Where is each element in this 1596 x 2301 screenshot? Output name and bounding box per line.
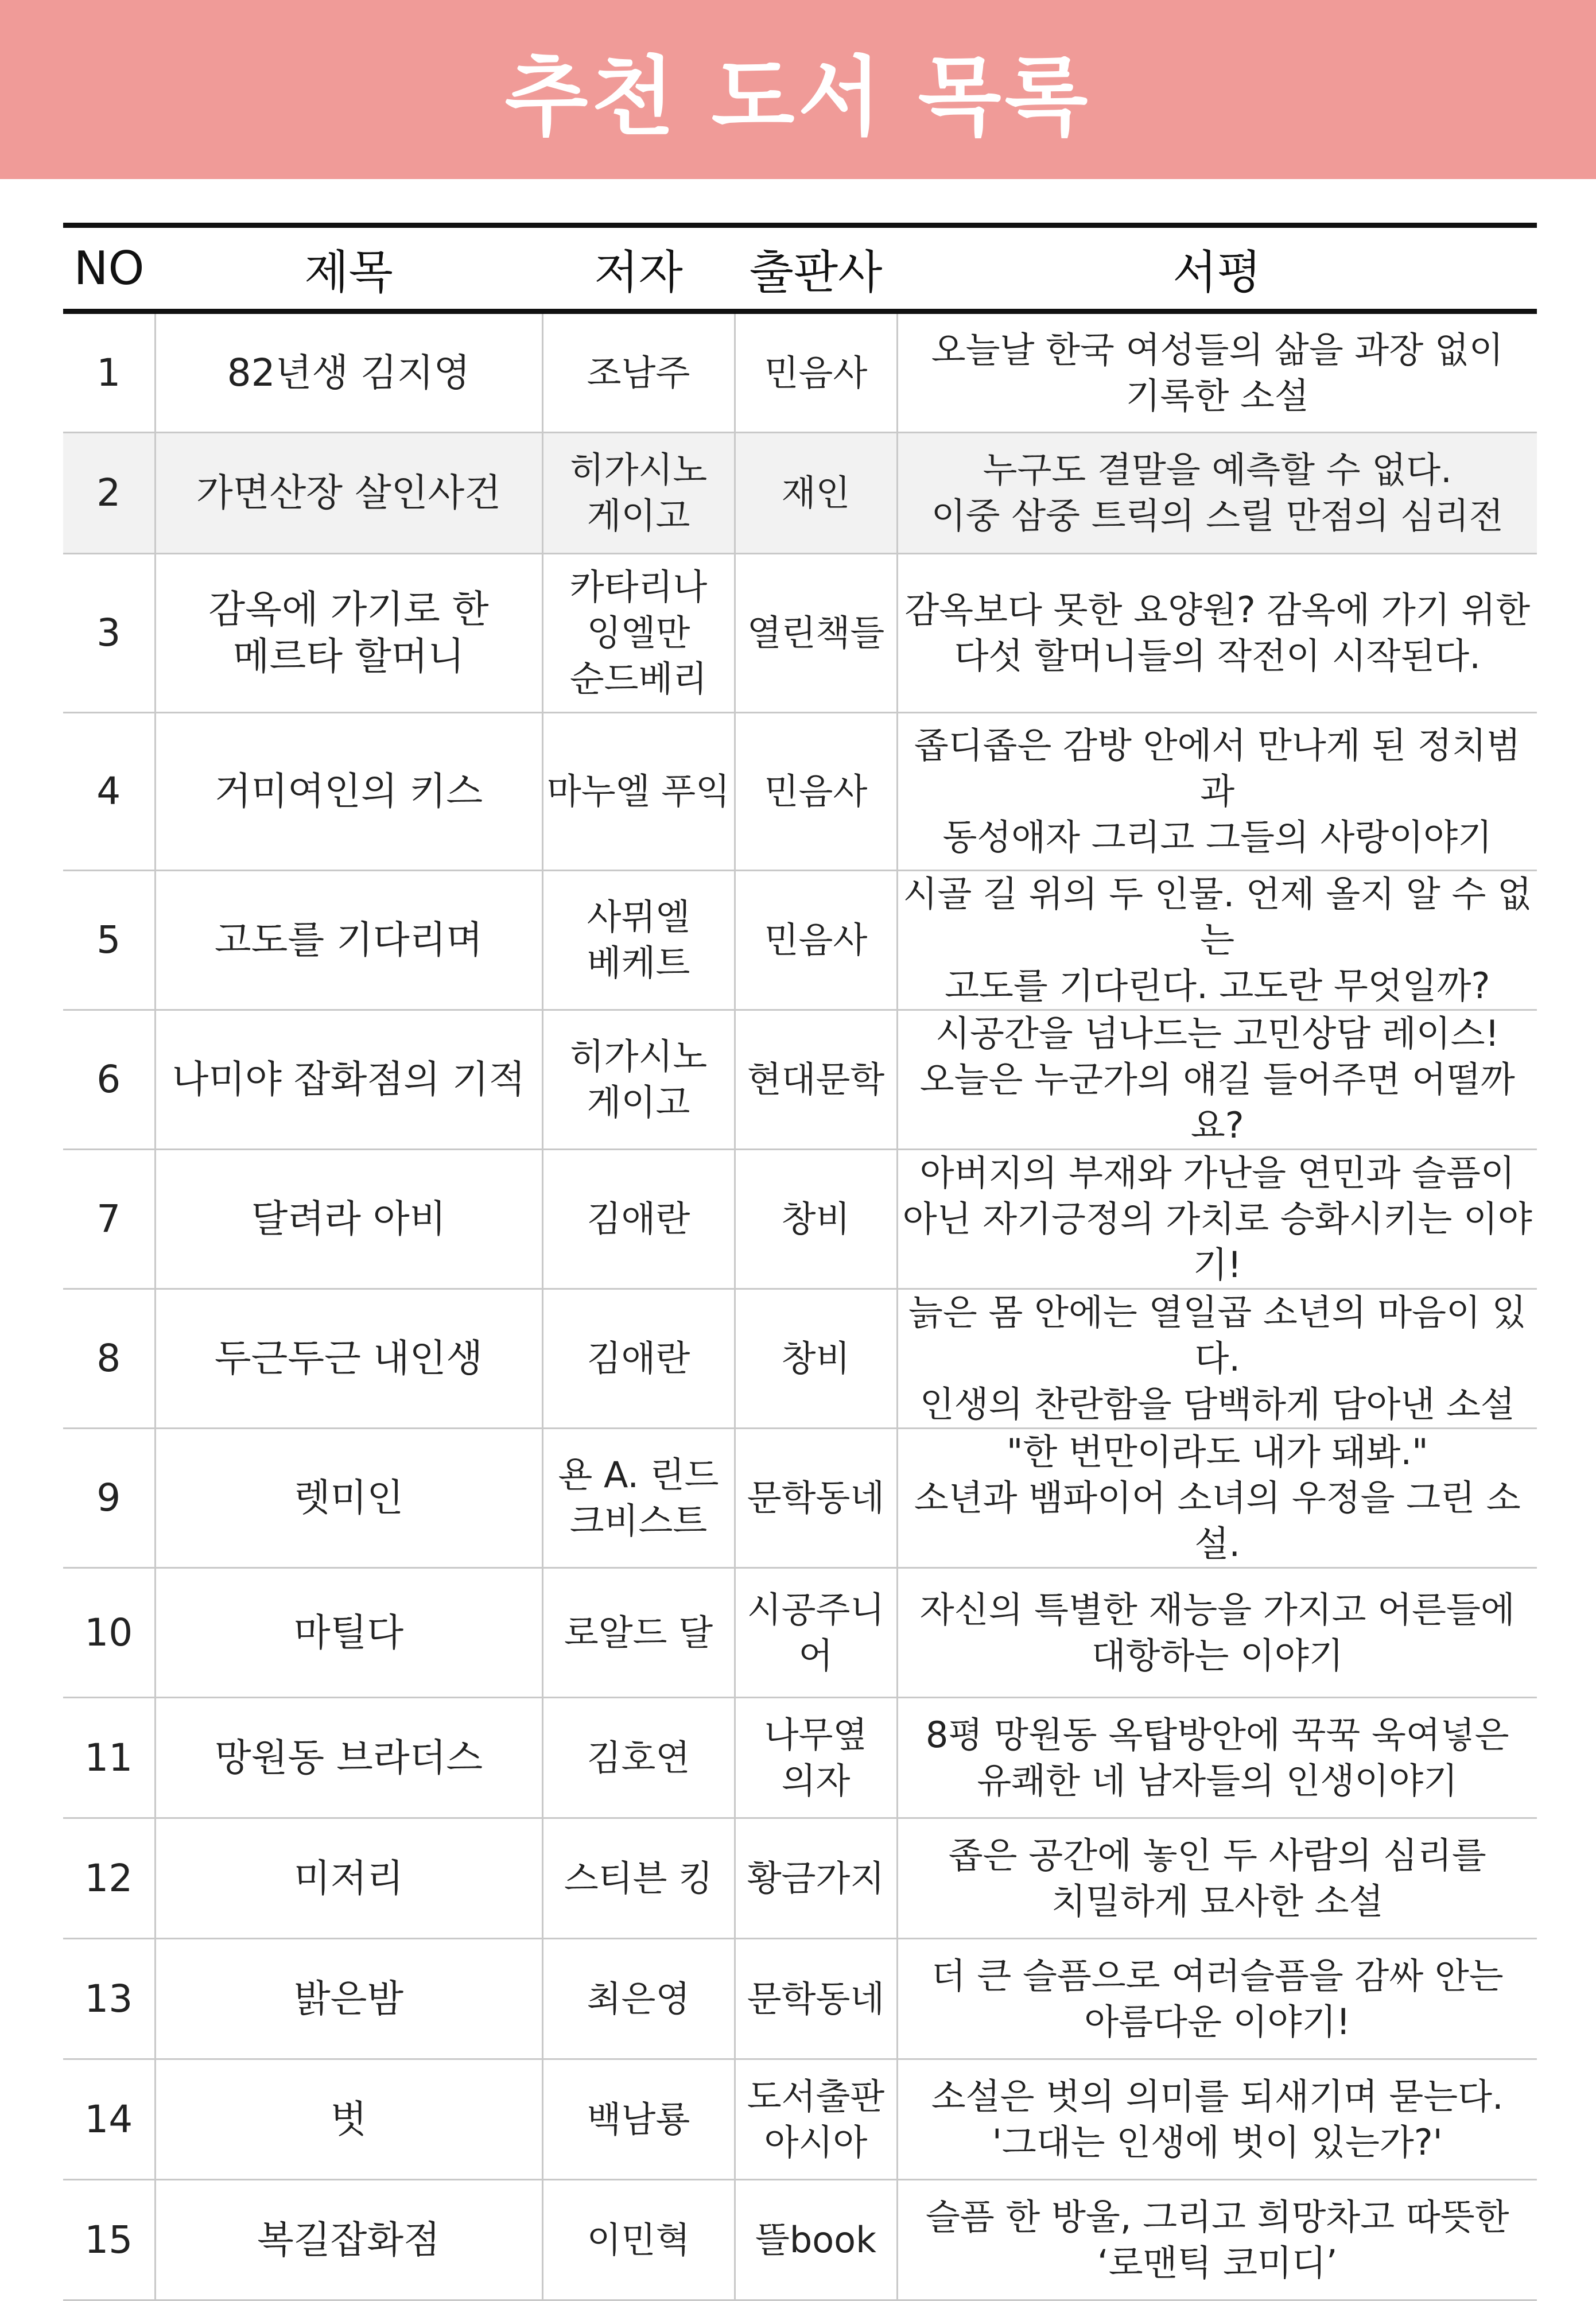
table-row	[63, 1289, 1537, 1429]
book-review: 아버지의 부재와 가난을 연민과 슬픔이 아닌 자기긍정의 가치로 승화시키는 이야기!	[897, 1150, 1537, 1289]
book-review: 누구도 결말을 예측할 수 없다. 이중 삼중 트릭의 스릴 만점의 심리전	[897, 433, 1537, 554]
book-review: "한 번만이라도 내가 돼봐." 소년과 뱀파이어 소녀의 우정을 그린 소설.	[897, 1429, 1537, 1568]
book-no: 1	[63, 312, 155, 433]
book-review: 슬픔 한 방울, 그리고 희망차고 따뜻한 ‘로맨틱 코미디’	[897, 2180, 1537, 2300]
table-row	[63, 1010, 1537, 1150]
table-row	[63, 312, 1537, 433]
book-publisher: 현대문학	[735, 1010, 897, 1150]
book-no: 11	[63, 1698, 155, 1818]
book-no: 15	[63, 2180, 155, 2300]
book-review: 자신의 특별한 재능을 가지고 어른들에 대항하는 이야기	[897, 1568, 1537, 1698]
table-row	[63, 2059, 1537, 2180]
book-publisher: 도서출판 아시아	[735, 2059, 897, 2180]
book-author: 로알드 달	[542, 1568, 735, 1698]
book-publisher: 재인	[735, 433, 897, 554]
page-title: 추천 도서 목록	[504, 48, 1092, 148]
book-publisher: 열린책들	[735, 554, 897, 713]
book-author: 이민혁	[542, 2180, 735, 2300]
book-title: 벗	[155, 2059, 542, 2180]
table-header-row	[63, 226, 1537, 312]
book-publisher: 뜰book	[735, 2180, 897, 2300]
table-row	[63, 554, 1537, 713]
book-publisher: 시공주니어	[735, 1568, 897, 1698]
book-author: 히가시노 게이고	[542, 433, 735, 554]
book-no: 4	[63, 713, 155, 871]
header-no: NO	[63, 226, 155, 312]
book-author: 욘 A. 린드 크비스트	[542, 1429, 735, 1568]
book-review: 좁은 공간에 놓인 두 사람의 심리를 치밀하게 묘사한 소설	[897, 1818, 1537, 1939]
title-banner	[0, 0, 1596, 179]
table-row	[63, 1568, 1537, 1698]
book-author: 스티븐 킹	[542, 1818, 735, 1939]
book-title: 복길잡화점	[155, 2180, 542, 2300]
book-publisher: 문학동네	[735, 1939, 897, 2059]
header-author: 저자	[542, 226, 735, 312]
book-title: 마틸다	[155, 1568, 542, 1698]
table-row	[63, 1150, 1537, 1289]
book-publisher: 민음사	[735, 871, 897, 1010]
book-publisher: 나무옆 의자	[735, 1698, 897, 1818]
book-author: 사뮈엘 베케트	[542, 871, 735, 1010]
book-publisher: 민음사	[735, 312, 897, 433]
book-title: 두근두근 내인생	[155, 1289, 542, 1429]
book-author: 백남룡	[542, 2059, 735, 2180]
book-title: 렛미인	[155, 1429, 542, 1568]
book-no: 12	[63, 1818, 155, 1939]
book-publisher: 민음사	[735, 713, 897, 871]
table-row	[63, 871, 1537, 1010]
book-table	[63, 223, 1537, 2301]
book-review: 소설은 벗의 의미를 되새기며 묻는다. '그대는 인생에 벗이 있는가?'	[897, 2059, 1537, 2180]
book-review: 시골 길 위의 두 인물. 언제 올지 알 수 없는 고도를 기다린다. 고도란 무엇일까?	[897, 871, 1537, 1010]
table-row	[63, 713, 1537, 871]
book-no: 14	[63, 2059, 155, 2180]
book-no: 2	[63, 433, 155, 554]
book-title: 거미여인의 키스	[155, 713, 542, 871]
book-review: 오늘날 한국 여성들의 삶을 과장 없이 기록한 소설	[897, 312, 1537, 433]
book-no: 6	[63, 1010, 155, 1150]
book-no: 3	[63, 554, 155, 713]
book-title: 밝은밤	[155, 1939, 542, 2059]
table-row	[63, 2180, 1537, 2300]
header-review: 서평	[897, 226, 1537, 312]
table-row	[63, 1429, 1537, 1568]
table-row	[63, 433, 1537, 554]
book-publisher: 창비	[735, 1289, 897, 1429]
book-author: 최은영	[542, 1939, 735, 2059]
book-no: 10	[63, 1568, 155, 1698]
book-author: 히가시노 게이고	[542, 1010, 735, 1150]
book-publisher: 창비	[735, 1150, 897, 1289]
book-review: 더 큰 슬픔으로 여러슬픔을 감싸 안는 아름다운 이야기!	[897, 1939, 1537, 2059]
book-author: 카타리나 잉엘만 순드베리	[542, 554, 735, 713]
book-title: 고도를 기다리며	[155, 871, 542, 1010]
book-review: 감옥보다 못한 요양원? 감옥에 가기 위한 다섯 할머니들의 작전이 시작된다.	[897, 554, 1537, 713]
book-title: 82년생 김지영	[155, 312, 542, 433]
book-title: 망원동 브라더스	[155, 1698, 542, 1818]
book-table-container	[63, 223, 1537, 2301]
book-title: 감옥에 가기로 한 메르타 할머니	[155, 554, 542, 713]
book-no: 8	[63, 1289, 155, 1429]
book-review: 좁디좁은 감방 안에서 만나게 된 정치범과 동성애자 그리고 그들의 사랑이야기	[897, 713, 1537, 871]
book-author: 김애란	[542, 1289, 735, 1429]
book-author: 마누엘 푸익	[542, 713, 735, 871]
book-no: 9	[63, 1429, 155, 1568]
table-row	[63, 1939, 1537, 2059]
header-publisher: 출판사	[735, 226, 897, 312]
book-title: 달려라 아비	[155, 1150, 542, 1289]
book-title: 미저리	[155, 1818, 542, 1939]
book-review: 늙은 몸 안에는 열일곱 소년의 마음이 있다. 인생의 찬란함을 담백하게 담아낸 소설	[897, 1289, 1537, 1429]
header-title: 제목	[155, 226, 542, 312]
book-review: 시공간을 넘나드는 고민상담 레이스! 오늘은 누군가의 얘길 들어주면 어떨까요?	[897, 1010, 1537, 1150]
book-title: 가면산장 살인사건	[155, 433, 542, 554]
book-author: 김호연	[542, 1698, 735, 1818]
book-review: 8평 망원동 옥탑방안에 꾹꾹 욱여넣은 유쾌한 네 남자들의 인생이야기	[897, 1698, 1537, 1818]
book-no: 13	[63, 1939, 155, 2059]
book-no: 5	[63, 871, 155, 1010]
book-publisher: 문학동네	[735, 1429, 897, 1568]
book-author: 조남주	[542, 312, 735, 433]
book-publisher: 황금가지	[735, 1818, 897, 1939]
book-author: 김애란	[542, 1150, 735, 1289]
book-title: 나미야 잡화점의 기적	[155, 1010, 542, 1150]
table-row	[63, 1818, 1537, 1939]
book-no: 7	[63, 1150, 155, 1289]
table-row	[63, 1698, 1537, 1818]
